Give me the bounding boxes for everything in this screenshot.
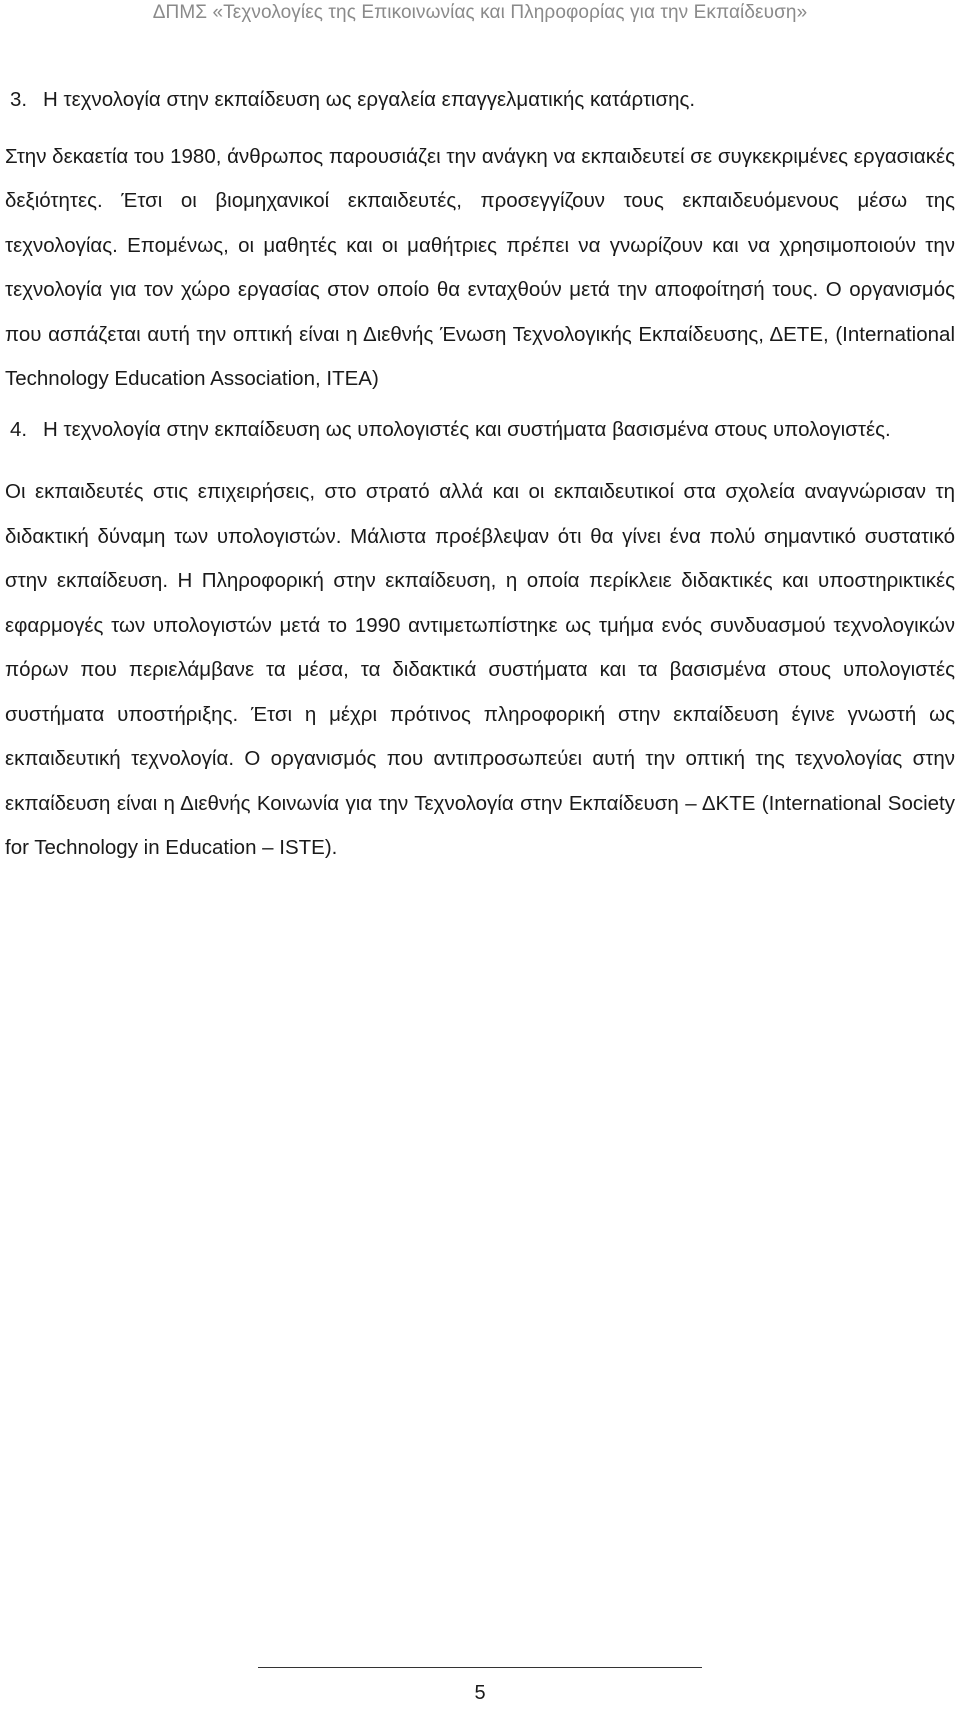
footer-divider (258, 1667, 702, 1668)
section-4-heading (5, 408, 955, 453)
section-3-paragraph: Στην δεκαετία του 1980, άνθρωπος παρουσιάζει την ανάγκη να εκπαιδευτεί σε συγκεκριμένες εργασιακές δεξιότητες. Έτσι οι βιομηχανικοί εκπαιδευτές, προσεγγίζουν τους εκπαιδευόμενους μέσω της τεχνολογίας. Επομένως, οι μαθητές και οι μαθήτριες πρέπει να γνωρίζουν και να χρησιμοποιούν την τεχνολογία για τον χώρο εργασίας στον οποίο θα ενταχθούν μετά την αποφοίτησή τους. Ο οργανισμός που ασπάζεται αυτή την οπτική είναι η Διεθνής Ένωση Τεχνολογικής Εκπαίδευσης, ΔΕΤΕ, (International Technology Education Association, ITEA) (5, 144, 955, 390)
section-number: 3. (10, 88, 28, 111)
document-body (5, 78, 955, 871)
page-number: 5 (474, 1682, 486, 1704)
section-3-heading (5, 78, 955, 123)
section-4-paragraph: Οι εκπαιδευτές στις επιχειρήσεις, στο στρατό αλλά και οι εκπαιδευτικοί στα σχολεία αναγνώρισαν τη διδακτική δύναμη των υπολογιστών. Μάλιστα προέβλεψαν ότι θα γίνει ένα πολύ σημαντικό συστατικό στην εκπαίδευση. Η Πληροφορική στην εκπαίδευση, η οποία περίκλειε διδακτικές και υποστηρικτικές εφαρμογές των υπολογιστών μετά το 1990 αντιμετωπίστηκε ως τμήμα ενός συνδυασμού τεχνολογικών πόρων που περιελάμβανε τα μέσα, τα διδακτικά συστήματα και τα βασισμένα στους υπολογιστές συστήματα υποστήριξης. Έτσι η μέχρι πρότινος πληροφορική στην εκπαίδευση έγινε γνωστή ως εκπαιδευτική τεχνολογία. Ο οργανισμός που αντιπροσωπεύει αυτή την οπτική της τεχνολογίας στην εκπαίδευση είναι η Διεθνής Κοινωνία για την Τεχνολογία στην Εκπαίδευση – ΔΚΤΕ (International Society for Technology in Education – ISTE). (5, 480, 955, 859)
section-heading-text: Η τεχνολογία στην εκπαίδευση ως υπολογιστές και συστήματα βασισμένα στους υπολογιστές. (43, 417, 891, 441)
section-number: 4. (10, 417, 28, 441)
section-heading-text: Η τεχνολογία στην εκπαίδευση ως εργαλεία επαγγελματικής κατάρτισης. (43, 88, 696, 111)
running-header: ΔΠΜΣ «Τεχνολογίες της Επικοινωνίας και Πληροφορίας για την Εκπαίδευση» (152, 2, 808, 23)
